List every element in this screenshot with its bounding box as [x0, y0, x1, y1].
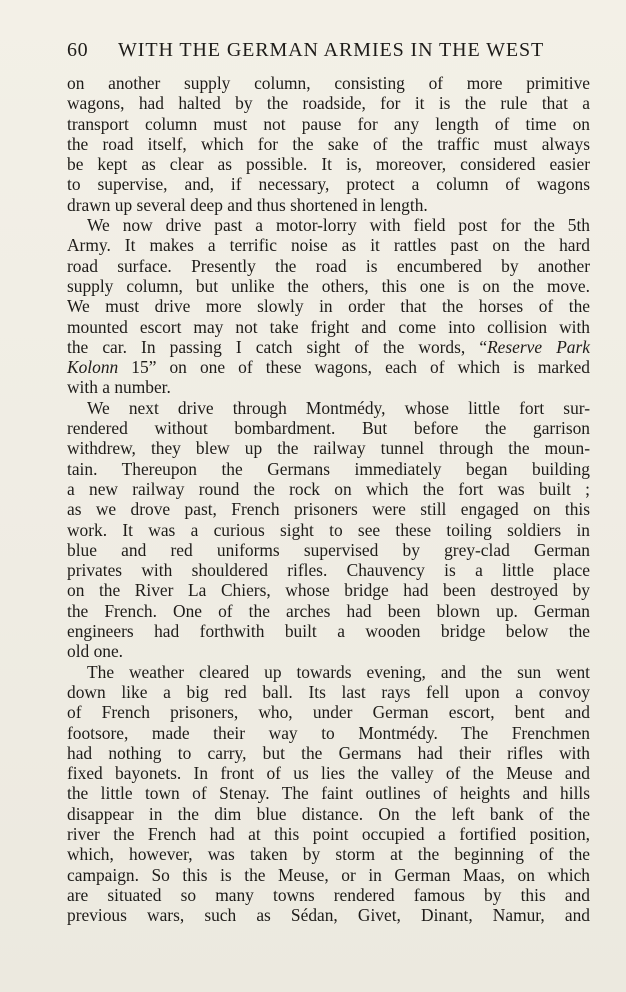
- text-line: blue and red uniforms supervised by grey-clad German: [67, 539, 590, 560]
- text-line: drawn up several deep and thus shortened in length.: [67, 194, 428, 215]
- text-line: work. It was a curious sight to see these toiling soldiers in: [67, 519, 590, 540]
- text-line: are situated so many towns rendered famous by this and: [67, 884, 590, 905]
- text-line: withdrew, they blew up the railway tunnel through the moun-: [67, 438, 590, 459]
- text-line: wagons, had halted by the roadside, for it is the rule that a: [67, 93, 590, 114]
- text-line: disappear in the dim blue distance. On the left bank of the: [67, 803, 590, 824]
- text-line: the car. In passing I catch sight of the words, “Reserve Park: [67, 336, 590, 357]
- text-line: to supervise, and, if necessary, protect a column of wagons: [67, 174, 590, 195]
- text-line: the little town of Stenay. The faint outlines of heights and hills: [67, 783, 590, 804]
- text-line: a new railway round the rock on which the fort was built ;: [67, 478, 590, 499]
- text-line: We now drive past a motor-lorry with field post for the 5th: [87, 215, 590, 236]
- text-line: old one.: [67, 641, 124, 662]
- text-line: Kolonn 15” on one of these wagons, each of which is marked: [67, 357, 590, 378]
- text-line: supply column, but unlike the others, this one is on the move.: [67, 275, 590, 296]
- text-line: down like a big red ball. Its last rays fell upon a convoy: [67, 681, 590, 702]
- page-number: 60: [67, 39, 89, 61]
- page-header: [67, 37, 590, 63]
- text-line: on another supply column, consisting of more primitive: [67, 73, 590, 93]
- text-line: rendered without bombardment. But before the garrison: [67, 418, 590, 439]
- text-line: transport column must not pause for any length of time on: [67, 113, 590, 134]
- text-line: river the French had at this point occupied a fortified position,: [67, 823, 590, 844]
- text-line: as we drove past, French prisoners were still engaged on this: [67, 499, 590, 520]
- text-line: the French. One of the arches had been blown up. German: [67, 600, 590, 621]
- text-line: The weather cleared up towards evening, and the sun went: [87, 661, 590, 682]
- text-line: privates with shouldered rifles. Chauvency is a little place: [67, 560, 590, 581]
- body-text: [67, 73, 590, 925]
- text-line: road surface. Presently the road is encumbered by another: [67, 255, 590, 276]
- running-head: WITH THE GERMAN ARMIES IN THE WEST: [118, 39, 545, 61]
- text-line: had nothing to carry, but the Germans had their rifles with: [67, 742, 590, 763]
- text-line: Army. It makes a terrific noise as it rattles past on the hard: [67, 235, 590, 256]
- text-line: the road itself, which for the sake of the traffic must always: [67, 133, 590, 154]
- text-line: campaign. So this is the Meuse, or in German Maas, on which: [67, 864, 590, 885]
- text-line: of French prisoners, who, under German escort, bent and: [67, 702, 590, 723]
- text-line: which, however, was taken by storm at the beginning of the: [67, 844, 590, 865]
- text-line: engineers had forthwith built a wooden bridge below the: [67, 621, 590, 642]
- text-line: be kept as clear as possible. It is, moreover, considered easier: [67, 154, 590, 175]
- text-line: We next drive through Montmédy, whose little fort sur-: [87, 397, 590, 418]
- text-line: mounted escort may not take fright and come into collision with: [67, 316, 590, 337]
- text-line: tain. Thereupon the Germans immediately began building: [67, 458, 590, 479]
- text-line: previous wars, such as Sédan, Givet, Dinant, Namur, and: [67, 905, 590, 926]
- text-line: footsore, made their way to Montmédy. The Frenchmen: [67, 722, 590, 743]
- text-line: on the River La Chiers, whose bridge had been destroyed by: [67, 580, 590, 601]
- text-line: fixed bayonets. In front of us lies the valley of the Meuse and: [67, 763, 590, 784]
- text-line: with a number.: [67, 377, 171, 398]
- text-line: We must drive more slowly in order that the horses of the: [67, 296, 590, 317]
